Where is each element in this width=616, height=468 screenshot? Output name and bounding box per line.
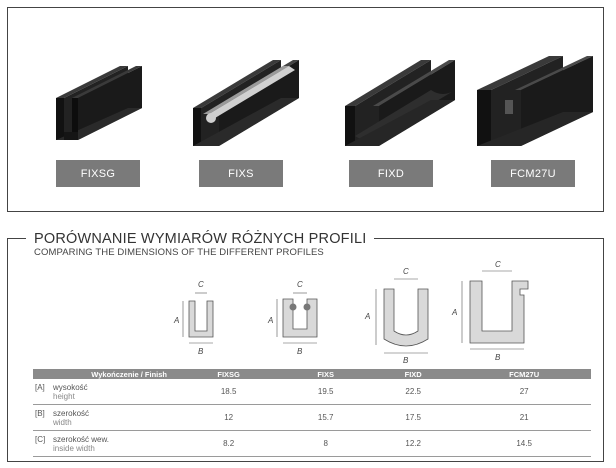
row-label-pl: wysokość [53,382,88,392]
diagram-fcm27u [451,260,528,362]
row-label-en: width [53,417,72,427]
table-cell: 19.5 [282,379,369,405]
dim-a-label: A [452,308,458,317]
rounded-u-channel-profile-icon [321,48,461,148]
table-cell: 14.5 [457,431,591,457]
dim-a-label: A [365,312,371,321]
product-fixs [173,8,313,213]
table-header-finish: Wykończenie / Finish [33,369,175,379]
dim-a-label: A [174,316,180,325]
u-channel-with-lip-profile-icon [463,48,603,148]
product-photos-panel [7,7,604,212]
table-header-fixsg: FIXSG [175,369,282,379]
row-label [33,379,175,405]
table-header-row [33,369,591,379]
row-code: [A] [35,382,45,392]
product-label-fixsg: FIXSG [56,160,140,187]
row-code: [C] [35,434,46,444]
dim-c-label: C [403,267,409,276]
table-cell: 18.5 [175,379,282,405]
table-row-height [33,379,591,405]
table-cell: 8.2 [175,431,282,457]
dim-c-label: C [495,260,501,269]
table-cell: 12 [175,405,282,431]
row-code: [B] [35,408,45,418]
section-subtitle: COMPARING THE DIMENSIONS OF THE DIFFERENT PROFILES [34,247,324,258]
diagram-fixs [267,280,317,356]
row-label-pl: szerokość [53,408,90,418]
dim-b-label: B [198,347,204,356]
dimensions-comparison-panel [7,231,604,462]
product-label-fixd: FIXD [349,160,433,187]
product-label-fcm27u: FCM27U [491,160,575,187]
row-label-en: inside width [53,443,95,453]
table-header-fixs: FIXS [282,369,369,379]
product-fixsg [28,8,168,213]
dim-b-label: B [403,356,409,365]
row-label [33,405,175,431]
table-cell: 21 [457,405,591,431]
row-label-en: height [53,391,75,401]
table-cell: 8 [282,431,369,457]
row-label [33,431,175,457]
table-cell: 17.5 [369,405,457,431]
product-fixd [321,8,461,213]
diagram-fixd [364,267,428,365]
dim-a-label: A [268,316,274,325]
dim-c-label: C [198,280,204,289]
table-row-inside-width [33,431,591,457]
dim-b-label: B [495,353,501,362]
table-cell: 12.2 [369,431,457,457]
dimensions-table [33,369,591,457]
dim-b-label: B [297,347,303,356]
section-title: PORÓWNANIE WYMIARÓW RÓŻNYCH PROFILI [34,231,367,247]
table-header-fcm27u: FCM27U [457,369,591,379]
dim-c-label: C [297,280,303,289]
diagram-fixsg [173,280,213,356]
u-channel-profile-icon [28,48,168,148]
row-label-pl: szerokość wew. [53,434,110,444]
product-label-fixs: FIXS [199,160,283,187]
cross-section-diagrams [8,239,605,369]
table-cell: 27 [457,379,591,405]
product-fcm27u [463,8,603,213]
u-channel-with-seal-profile-icon [173,48,313,148]
table-cell: 15.7 [282,405,369,431]
table-cell: 22.5 [369,379,457,405]
table-row-width [33,405,591,431]
table-header-fixd: FIXD [369,369,457,379]
